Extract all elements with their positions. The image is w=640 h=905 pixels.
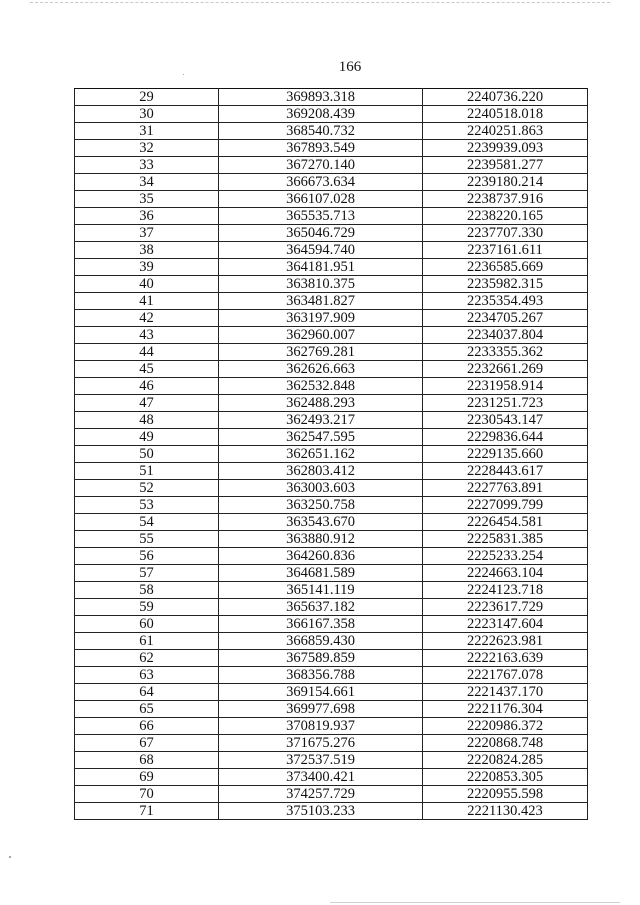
point-number-cell: 54 [75, 514, 219, 531]
x-coordinate-cell: 363481.827 [219, 293, 423, 310]
x-coordinate-cell: 369208.439 [219, 106, 423, 123]
point-number-cell: 29 [75, 89, 219, 106]
point-number-cell: 59 [75, 599, 219, 616]
y-coordinate-cell: 2238737.916 [423, 191, 588, 208]
table-row [75, 769, 588, 786]
table-row [75, 667, 588, 684]
point-number-cell: 51 [75, 463, 219, 480]
table-row [75, 225, 588, 242]
x-coordinate-cell: 366167.358 [219, 616, 423, 633]
point-number-cell: 30 [75, 106, 219, 123]
y-coordinate-cell: 2221130.423 [423, 803, 588, 820]
x-coordinate-cell: 368540.732 [219, 123, 423, 140]
point-number-cell: 33 [75, 157, 219, 174]
y-coordinate-cell: 2220853.305 [423, 769, 588, 786]
coordinates-table [74, 88, 588, 820]
table-row [75, 123, 588, 140]
point-number-cell: 55 [75, 531, 219, 548]
x-coordinate-cell: 365141.119 [219, 582, 423, 599]
x-coordinate-cell: 372537.519 [219, 752, 423, 769]
y-coordinate-cell: 2240518.018 [423, 106, 588, 123]
table-row [75, 497, 588, 514]
x-coordinate-cell: 362803.412 [219, 463, 423, 480]
x-coordinate-cell: 367270.140 [219, 157, 423, 174]
point-number-cell: 34 [75, 174, 219, 191]
y-coordinate-cell: 2224663.104 [423, 565, 588, 582]
x-coordinate-cell: 369154.661 [219, 684, 423, 701]
table-row [75, 480, 588, 497]
point-number-cell: 66 [75, 718, 219, 735]
x-coordinate-cell: 369893.318 [219, 89, 423, 106]
point-number-cell: 67 [75, 735, 219, 752]
y-coordinate-cell: 2235354.493 [423, 293, 588, 310]
x-coordinate-cell: 369977.698 [219, 701, 423, 718]
table-row [75, 718, 588, 735]
y-coordinate-cell: 2231251.723 [423, 395, 588, 412]
table-row [75, 378, 588, 395]
table-row [75, 650, 588, 667]
y-coordinate-cell: 2220986.372 [423, 718, 588, 735]
point-number-cell: 43 [75, 327, 219, 344]
y-coordinate-cell: 2229135.660 [423, 446, 588, 463]
x-coordinate-cell: 362769.281 [219, 344, 423, 361]
table-row [75, 548, 588, 565]
table-row [75, 310, 588, 327]
table-row [75, 259, 588, 276]
x-coordinate-cell: 365535.713 [219, 208, 423, 225]
point-number-cell: 32 [75, 140, 219, 157]
table-row [75, 157, 588, 174]
table-row [75, 106, 588, 123]
x-coordinate-cell: 362547.595 [219, 429, 423, 446]
table-row [75, 412, 588, 429]
y-coordinate-cell: 2225233.254 [423, 548, 588, 565]
point-number-cell: 63 [75, 667, 219, 684]
point-number-cell: 61 [75, 633, 219, 650]
table-row [75, 599, 588, 616]
table-row [75, 514, 588, 531]
point-number-cell: 52 [75, 480, 219, 497]
y-coordinate-cell: 2220955.598 [423, 786, 588, 803]
point-number-cell: 69 [75, 769, 219, 786]
x-coordinate-cell: 366859.430 [219, 633, 423, 650]
x-coordinate-cell: 364181.951 [219, 259, 423, 276]
point-number-cell: 41 [75, 293, 219, 310]
point-number-cell: 47 [75, 395, 219, 412]
y-coordinate-cell: 2235982.315 [423, 276, 588, 293]
y-coordinate-cell: 2221767.078 [423, 667, 588, 684]
y-coordinate-cell: 2223617.729 [423, 599, 588, 616]
x-coordinate-cell: 370819.937 [219, 718, 423, 735]
point-number-cell: 57 [75, 565, 219, 582]
x-coordinate-cell: 362651.162 [219, 446, 423, 463]
scan-speck [9, 856, 11, 858]
x-coordinate-cell: 362532.848 [219, 378, 423, 395]
point-number-cell: 37 [75, 225, 219, 242]
y-coordinate-cell: 2231958.914 [423, 378, 588, 395]
top-scan-border [30, 2, 610, 3]
table-row [75, 616, 588, 633]
x-coordinate-cell: 363003.603 [219, 480, 423, 497]
point-number-cell: 35 [75, 191, 219, 208]
point-number-cell: 42 [75, 310, 219, 327]
coordinates-table-body [75, 89, 588, 820]
y-coordinate-cell: 2236585.669 [423, 259, 588, 276]
x-coordinate-cell: 371675.276 [219, 735, 423, 752]
y-coordinate-cell: 2229836.644 [423, 429, 588, 446]
x-coordinate-cell: 363250.758 [219, 497, 423, 514]
table-row [75, 565, 588, 582]
point-number-cell: 48 [75, 412, 219, 429]
y-coordinate-cell: 2238220.165 [423, 208, 588, 225]
y-coordinate-cell: 2234037.804 [423, 327, 588, 344]
x-coordinate-cell: 366107.028 [219, 191, 423, 208]
point-number-cell: 36 [75, 208, 219, 225]
y-coordinate-cell: 2239939.093 [423, 140, 588, 157]
y-coordinate-cell: 2239581.277 [423, 157, 588, 174]
bottom-scan-border [330, 902, 620, 903]
x-coordinate-cell: 368356.788 [219, 667, 423, 684]
y-coordinate-cell: 2226454.581 [423, 514, 588, 531]
y-coordinate-cell: 2222163.639 [423, 650, 588, 667]
table-row [75, 208, 588, 225]
y-coordinate-cell: 2232661.269 [423, 361, 588, 378]
table-row [75, 191, 588, 208]
point-number-cell: 62 [75, 650, 219, 667]
y-coordinate-cell: 2223147.604 [423, 616, 588, 633]
point-number-cell: 45 [75, 361, 219, 378]
x-coordinate-cell: 363543.670 [219, 514, 423, 531]
table-row [75, 344, 588, 361]
y-coordinate-cell: 2221176.304 [423, 701, 588, 718]
x-coordinate-cell: 362493.217 [219, 412, 423, 429]
table-row [75, 174, 588, 191]
y-coordinate-cell: 2220824.285 [423, 752, 588, 769]
x-coordinate-cell: 366673.634 [219, 174, 423, 191]
point-number-cell: 46 [75, 378, 219, 395]
point-number-cell: 64 [75, 684, 219, 701]
x-coordinate-cell: 363880.912 [219, 531, 423, 548]
table-row [75, 361, 588, 378]
x-coordinate-cell: 365046.729 [219, 225, 423, 242]
x-coordinate-cell: 367893.549 [219, 140, 423, 157]
y-coordinate-cell: 2225831.385 [423, 531, 588, 548]
x-coordinate-cell: 362488.293 [219, 395, 423, 412]
x-coordinate-cell: 365637.182 [219, 599, 423, 616]
x-coordinate-cell: 364260.836 [219, 548, 423, 565]
table-row [75, 242, 588, 259]
y-coordinate-cell: 2220868.748 [423, 735, 588, 752]
point-number-cell: 53 [75, 497, 219, 514]
page-number: 166 [338, 59, 362, 75]
y-coordinate-cell: 2240251.863 [423, 123, 588, 140]
table-row [75, 701, 588, 718]
point-number-cell: 44 [75, 344, 219, 361]
table-row [75, 140, 588, 157]
point-number-cell: 49 [75, 429, 219, 446]
x-coordinate-cell: 373400.421 [219, 769, 423, 786]
x-coordinate-cell: 362960.007 [219, 327, 423, 344]
y-coordinate-cell: 2221437.170 [423, 684, 588, 701]
point-number-cell: 65 [75, 701, 219, 718]
table-row [75, 531, 588, 548]
y-coordinate-cell: 2227763.891 [423, 480, 588, 497]
x-coordinate-cell: 364594.740 [219, 242, 423, 259]
point-number-cell: 40 [75, 276, 219, 293]
point-number-cell: 31 [75, 123, 219, 140]
scan-speck [183, 74, 184, 75]
table-row [75, 429, 588, 446]
point-number-cell: 56 [75, 548, 219, 565]
point-number-cell: 68 [75, 752, 219, 769]
y-coordinate-cell: 2227099.799 [423, 497, 588, 514]
y-coordinate-cell: 2228443.617 [423, 463, 588, 480]
point-number-cell: 71 [75, 803, 219, 820]
point-number-cell: 70 [75, 786, 219, 803]
y-coordinate-cell: 2237161.611 [423, 242, 588, 259]
y-coordinate-cell: 2222623.981 [423, 633, 588, 650]
y-coordinate-cell: 2237707.330 [423, 225, 588, 242]
x-coordinate-cell: 362626.663 [219, 361, 423, 378]
table-row [75, 293, 588, 310]
table-row [75, 582, 588, 599]
y-coordinate-cell: 2234705.267 [423, 310, 588, 327]
table-row [75, 276, 588, 293]
table-row [75, 684, 588, 701]
table-row [75, 395, 588, 412]
y-coordinate-cell: 2230543.147 [423, 412, 588, 429]
x-coordinate-cell: 374257.729 [219, 786, 423, 803]
table-row [75, 735, 588, 752]
table-row [75, 786, 588, 803]
table-row [75, 463, 588, 480]
point-number-cell: 50 [75, 446, 219, 463]
y-coordinate-cell: 2240736.220 [423, 89, 588, 106]
point-number-cell: 60 [75, 616, 219, 633]
point-number-cell: 58 [75, 582, 219, 599]
x-coordinate-cell: 363810.375 [219, 276, 423, 293]
x-coordinate-cell: 364681.589 [219, 565, 423, 582]
y-coordinate-cell: 2233355.362 [423, 344, 588, 361]
x-coordinate-cell: 367589.859 [219, 650, 423, 667]
y-coordinate-cell: 2239180.214 [423, 174, 588, 191]
table-row [75, 89, 588, 106]
table-row [75, 752, 588, 769]
x-coordinate-cell: 363197.909 [219, 310, 423, 327]
y-coordinate-cell: 2224123.718 [423, 582, 588, 599]
table-row [75, 633, 588, 650]
table-row [75, 327, 588, 344]
table-row [75, 446, 588, 463]
point-number-cell: 39 [75, 259, 219, 276]
x-coordinate-cell: 375103.233 [219, 803, 423, 820]
point-number-cell: 38 [75, 242, 219, 259]
table-row [75, 803, 588, 820]
